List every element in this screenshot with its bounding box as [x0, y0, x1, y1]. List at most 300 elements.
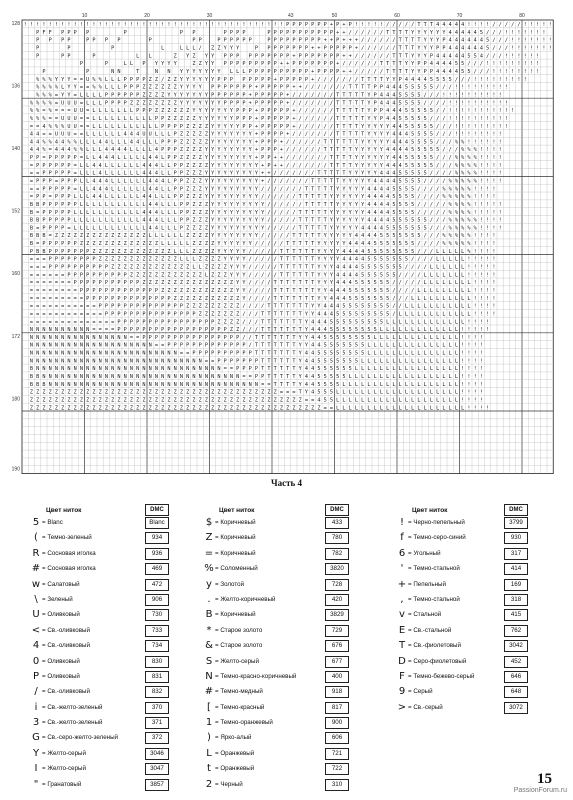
chart-symbol: = — [61, 280, 65, 287]
chart-symbol: % — [454, 241, 458, 248]
chart-symbol: P — [67, 170, 71, 177]
chart-symbol: N — [142, 366, 146, 373]
chart-symbol: T — [254, 334, 258, 341]
chart-symbol: Y — [229, 241, 233, 248]
legend-dmc-code: 415 — [504, 609, 528, 621]
chart-symbol: Y — [236, 162, 240, 169]
chart-symbol: 5 — [404, 123, 408, 130]
chart-symbol: L — [429, 342, 433, 349]
chart-symbol: Y — [242, 170, 246, 177]
chart-symbol: / — [423, 256, 427, 263]
legend-row — [394, 639, 544, 654]
chart-symbol: P — [167, 155, 171, 162]
chart-symbol: P — [436, 45, 440, 52]
chart-symbol: L — [417, 342, 421, 349]
chart-symbol: P — [223, 29, 227, 36]
legend-color-name: = Оливковый — [42, 657, 80, 665]
chart-symbol: 4 — [29, 131, 33, 138]
chart-symbol: ! — [486, 311, 490, 318]
chart-symbol: N — [123, 381, 127, 388]
chart-symbol: L — [411, 295, 415, 302]
chart-symbol: Z — [298, 397, 302, 404]
chart-symbol: Y — [242, 217, 246, 224]
chart-symbol: Y — [361, 217, 365, 224]
chart-symbol: 5 — [323, 342, 327, 349]
chart-symbol: 4 — [448, 37, 452, 44]
chart-symbol: Z — [167, 272, 171, 279]
chart-symbol: L — [92, 155, 96, 162]
chart-symbol: 5 — [348, 327, 352, 334]
chart-symbol: 5 — [404, 241, 408, 248]
chart-symbol: Y — [367, 115, 371, 122]
chart-symbol: 5 — [323, 373, 327, 380]
chart-symbol: L — [429, 319, 433, 326]
chart-symbol: ! — [486, 84, 490, 91]
chart-symbol: + — [329, 37, 333, 44]
chart-symbol: P — [129, 280, 133, 287]
legend-color-name: = Св.-серо-желто-зеленый — [42, 734, 118, 742]
chart-symbol: Y — [361, 194, 365, 201]
chart-symbol: P — [286, 29, 290, 36]
chart-symbol: Z — [161, 248, 165, 255]
chart-symbol: L — [117, 201, 121, 208]
chart-symbol: Y — [236, 45, 240, 52]
legend-symbol: F — [399, 670, 405, 682]
chart-symbol: ! — [129, 22, 133, 29]
chart-symbol: Z — [104, 256, 108, 263]
legend-color-name: = Пепельный — [408, 580, 446, 588]
chart-symbol: L — [442, 311, 446, 318]
chart-symbol: L — [148, 233, 152, 240]
chart-symbol: / — [298, 100, 302, 107]
chart-symbol: = — [42, 131, 46, 138]
chart-symbol: 5 — [323, 397, 327, 404]
chart-symbol: 5 — [361, 319, 365, 326]
chart-symbol: Y — [223, 201, 227, 208]
chart-symbol: L — [348, 373, 352, 380]
chart-symbol: N — [79, 381, 83, 388]
chart-symbol: ! — [479, 397, 483, 404]
chart-symbol: 4 — [454, 22, 458, 29]
chart-symbol: Z — [142, 256, 146, 263]
chart-symbol: Y — [198, 115, 202, 122]
chart-symbol: Z — [36, 389, 40, 396]
chart-symbol: / — [329, 115, 333, 122]
chart-symbol: % — [461, 162, 465, 169]
chart-symbol: Y — [248, 155, 252, 162]
legend-row — [28, 762, 178, 777]
chart-symbol: ! — [498, 115, 502, 122]
chart-symbol: = — [61, 303, 65, 310]
chart-symbol: T — [323, 139, 327, 146]
chart-symbol: L — [398, 405, 402, 412]
chart-symbol: L — [448, 303, 452, 310]
chart-symbol: + — [254, 108, 258, 115]
chart-symbol: Z — [36, 405, 40, 412]
chart-symbol: Y — [211, 76, 215, 83]
chart-symbol: 4 — [154, 225, 158, 232]
chart-symbol: T — [311, 248, 315, 255]
chart-symbol: P — [154, 115, 158, 122]
chart-symbol: T — [298, 389, 302, 396]
chart-symbol: P — [104, 311, 108, 318]
chart-symbol: Z — [86, 241, 90, 248]
chart-symbol: L — [454, 319, 458, 326]
chart-symbol: / — [404, 295, 408, 302]
chart-symbol: Y — [317, 272, 321, 279]
chart-symbol: ! — [492, 194, 496, 201]
chart-symbol: N — [136, 342, 140, 349]
chart-symbol: ! — [467, 381, 471, 388]
chart-symbol: = — [67, 280, 71, 287]
chart-symbol: % — [61, 123, 65, 130]
chart-symbol: 5 — [379, 303, 383, 310]
chart-symbol: ! — [473, 256, 477, 263]
chart-symbol: / — [267, 295, 271, 302]
chart-symbol: Z — [179, 389, 183, 396]
chart-symbol: T — [348, 131, 352, 138]
chart-symbol: L — [417, 389, 421, 396]
chart-symbol: P — [348, 22, 352, 29]
chart-symbol: ! — [498, 84, 502, 91]
chart-symbol: ! — [536, 22, 540, 29]
chart-symbol: L — [104, 162, 108, 169]
chart-symbol: / — [479, 69, 483, 76]
legend-color-name: = Темно-бежево-серый — [408, 672, 475, 680]
chart-symbol: P — [61, 29, 65, 36]
chart-symbol: N — [167, 69, 171, 76]
chart-symbol: T — [323, 178, 327, 185]
chart-symbol: Y — [379, 147, 383, 154]
legend-symbol: L — [206, 747, 212, 759]
chart-symbol: ! — [511, 69, 515, 76]
chart-symbol: Y — [367, 92, 371, 99]
chart-symbol: 4 — [323, 327, 327, 334]
chart-symbol: P — [254, 100, 258, 107]
chart-symbol: P — [298, 45, 302, 52]
chart-symbol: Z — [154, 100, 158, 107]
chart-symbol: L — [392, 358, 396, 365]
chart-symbol: / — [436, 186, 440, 193]
chart-symbol: % — [448, 233, 452, 240]
chart-symbol: L — [423, 373, 427, 380]
chart-symbol: P — [248, 69, 252, 76]
chart-symbol: Z — [198, 209, 202, 216]
chart-symbol: 4 — [392, 108, 396, 115]
chart-symbol: = — [67, 303, 71, 310]
chart-symbol: L — [154, 233, 158, 240]
chart-symbol: N — [61, 334, 65, 341]
chart-symbol: Y — [223, 170, 227, 177]
chart-symbol: / — [273, 217, 277, 224]
chart-symbol: P — [336, 45, 340, 52]
chart-symbol: Z — [98, 248, 102, 255]
chart-symbol: T — [386, 29, 390, 36]
chart-symbol: / — [304, 162, 308, 169]
chart-symbol: Z — [223, 397, 227, 404]
chart-symbol: L — [436, 397, 440, 404]
chart-symbol: P — [279, 53, 283, 60]
chart-symbol: L — [404, 405, 408, 412]
chart-symbol: Z — [98, 405, 102, 412]
chart-symbol: / — [429, 170, 433, 177]
chart-symbol: Z — [198, 389, 202, 396]
chart-symbol: 4 — [336, 303, 340, 310]
chart-symbol: Z — [198, 295, 202, 302]
chart-symbol: Z — [54, 389, 58, 396]
chart-symbol: P — [92, 256, 96, 263]
chart-symbol: T — [367, 84, 371, 91]
chart-symbol: Z — [117, 233, 121, 240]
chart-symbol: L — [461, 319, 465, 326]
chart-symbol: = — [86, 303, 90, 310]
chart-symbol: L — [454, 366, 458, 373]
chart-symbol: Y — [248, 209, 252, 216]
chart-symbol: Z — [254, 397, 258, 404]
chart-symbol: N — [104, 350, 108, 357]
chart-symbol: 5 — [411, 209, 415, 216]
chart-symbol: 4 — [379, 186, 383, 193]
chart-symbol: P — [167, 147, 171, 154]
chart-symbol: L — [442, 397, 446, 404]
chart-symbol: P — [273, 61, 277, 68]
chart-symbol: / — [436, 217, 440, 224]
chart-symbol: 4 — [473, 37, 477, 44]
chart-symbol: L — [461, 256, 465, 263]
chart-symbol: / — [242, 334, 246, 341]
chart-symbol: = — [73, 287, 77, 294]
chart-symbol: Z — [248, 389, 252, 396]
chart-symbol: L — [454, 350, 458, 357]
chart-symbol: L — [461, 303, 465, 310]
chart-symbol: = — [286, 389, 290, 396]
chart-symbol: 4 — [367, 194, 371, 201]
chart-symbol: P — [61, 225, 65, 232]
chart-symbol: Y — [354, 155, 358, 162]
chart-symbol: 4 — [317, 342, 321, 349]
chart-symbol: / — [279, 233, 283, 240]
chart-symbol: P — [42, 162, 46, 169]
chart-symbol: N — [123, 366, 127, 373]
chart-symbol: P — [248, 366, 252, 373]
chart-symbol: L — [136, 209, 140, 216]
chart-symbol: L — [442, 381, 446, 388]
chart-symbol: / — [267, 280, 271, 287]
chart-symbol: P — [148, 108, 152, 115]
chart-symbol: T — [329, 178, 333, 185]
chart-symbol: L — [442, 280, 446, 287]
chart-symbol: ! — [517, 37, 521, 44]
chart-symbol: / — [273, 201, 277, 208]
chart-symbol: Y — [248, 233, 252, 240]
chart-symbol: / — [304, 84, 308, 91]
chart-symbol: Y — [211, 131, 215, 138]
chart-symbol: Z — [198, 139, 202, 146]
chart-symbol: L — [398, 350, 402, 357]
chart-symbol: L — [336, 405, 340, 412]
chart-symbol: Z — [204, 264, 208, 271]
chart-symbol: = — [248, 373, 252, 380]
chart-symbol: T — [279, 327, 283, 334]
chart-symbol: L — [79, 201, 83, 208]
chart-symbol: Y — [229, 162, 233, 169]
chart-symbol: 5 — [429, 139, 433, 146]
chart-symbol: 4 — [323, 319, 327, 326]
chart-symbol: ! — [73, 22, 77, 29]
chart-symbol: L — [373, 350, 377, 357]
legend-row — [394, 685, 544, 700]
chart-symbol: P — [36, 45, 40, 52]
chart-symbol: Y — [329, 272, 333, 279]
chart-symbol: Z — [198, 405, 202, 412]
chart-symbol: T — [342, 100, 346, 107]
chart-symbol: 5 — [379, 287, 383, 294]
chart-symbol: Y — [361, 178, 365, 185]
chart-symbol: Z — [186, 303, 190, 310]
chart-symbol: P — [117, 327, 121, 334]
chart-symbol: / — [329, 84, 333, 91]
chart-symbol: L — [86, 131, 90, 138]
chart-symbol: / — [273, 248, 277, 255]
chart-symbol: L — [129, 155, 133, 162]
chart-symbol: ! — [479, 217, 483, 224]
chart-symbol: ! — [523, 76, 527, 83]
chart-symbol: L — [148, 53, 152, 60]
chart-symbol: Z — [292, 405, 296, 412]
chart-symbol: L — [448, 366, 452, 373]
chart-symbol: L — [348, 397, 352, 404]
chart-symbol: Z — [92, 397, 96, 404]
chart-symbol: N — [167, 358, 171, 365]
chart-symbol: ! — [523, 29, 527, 36]
chart-symbol: N — [29, 327, 33, 334]
chart-symbol: Y — [329, 241, 333, 248]
chart-symbol: Z — [204, 139, 208, 146]
chart-symbol: % — [42, 139, 46, 146]
chart-symbol: Z — [192, 170, 196, 177]
chart-symbol: / — [448, 147, 452, 154]
chart-symbol: = — [29, 287, 33, 294]
chart-symbol: + — [254, 84, 258, 91]
chart-symbol: / — [317, 162, 321, 169]
chart-symbol: 5 — [329, 373, 333, 380]
chart-symbol: Y — [186, 69, 190, 76]
legend-color-name: = Желто-серый — [215, 657, 259, 665]
chart-symbol: L — [429, 272, 433, 279]
chart-symbol: ! — [504, 123, 508, 130]
chart-symbol: L — [179, 241, 183, 248]
chart-symbol: P — [279, 123, 283, 130]
chart-symbol: Z — [173, 256, 177, 263]
chart-symbol: 4 — [142, 162, 146, 169]
chart-symbol: ! — [367, 22, 371, 29]
legend-row — [28, 531, 178, 546]
chart-symbol: P — [242, 108, 246, 115]
chart-symbol: P — [61, 201, 65, 208]
chart-symbol: P — [286, 76, 290, 83]
chart-symbol: ! — [492, 69, 496, 76]
chart-symbol: N — [111, 366, 115, 373]
chart-symbol: ! — [504, 84, 508, 91]
chart-symbol: / — [417, 248, 421, 255]
chart-symbol: 4 — [67, 147, 71, 154]
chart-symbol: ! — [104, 22, 108, 29]
chart-symbol: Z — [242, 389, 246, 396]
chart-symbol: / — [486, 69, 490, 76]
chart-symbol: Y — [217, 225, 221, 232]
chart-symbol: 5 — [417, 170, 421, 177]
chart-symbol: = — [323, 405, 327, 412]
chart-symbol: 5 — [342, 334, 346, 341]
chart-symbol: L — [442, 366, 446, 373]
chart-symbol: Y — [242, 201, 246, 208]
chart-symbol: / — [379, 37, 383, 44]
legend-color-name: = Blanc — [42, 519, 63, 526]
chart-symbol: Z — [204, 241, 208, 248]
chart-symbol: 5 — [423, 225, 427, 232]
chart-symbol: = — [161, 342, 165, 349]
chart-symbol: 5 — [411, 248, 415, 255]
chart-symbol: Z — [179, 131, 183, 138]
chart-symbol: 5 — [411, 201, 415, 208]
chart-symbol: ! — [498, 225, 502, 232]
chart-symbol: Y — [361, 201, 365, 208]
chart-symbol: T — [261, 358, 265, 365]
chart-symbol: Z — [117, 256, 121, 263]
chart-symbol: ! — [486, 155, 490, 162]
chart-symbol: % — [454, 217, 458, 224]
chart-symbol: P — [86, 295, 90, 302]
chart-symbol: P — [142, 287, 146, 294]
chart-symbol: 5 — [367, 256, 371, 263]
chart-symbol: / — [392, 311, 396, 318]
chart-symbol: / — [498, 22, 502, 29]
chart-symbol: / — [467, 61, 471, 68]
chart-symbol: L — [86, 178, 90, 185]
chart-symbol: L — [79, 92, 83, 99]
chart-symbol: = — [36, 303, 40, 310]
chart-symbol: / — [292, 139, 296, 146]
chart-symbol: 4 — [98, 155, 102, 162]
chart-symbol: P — [298, 37, 302, 44]
chart-symbol: L — [342, 405, 346, 412]
chart-symbol: / — [279, 178, 283, 185]
chart-symbol: P — [173, 178, 177, 185]
chart-symbol: P — [117, 319, 121, 326]
chart-symbol: Y — [204, 69, 208, 76]
chart-symbol: L — [429, 334, 433, 341]
chart-symbol: P — [323, 69, 327, 76]
chart-symbol: P — [117, 92, 121, 99]
chart-symbol: P — [98, 287, 102, 294]
chart-symbol: N — [61, 358, 65, 365]
chart-symbol: 5 — [417, 131, 421, 138]
chart-symbol: ! — [498, 139, 502, 146]
chart-symbol: ! — [511, 108, 515, 115]
chart-symbol: 5 — [367, 334, 371, 341]
chart-symbol: Y — [204, 186, 208, 193]
chart-symbol: ! — [86, 22, 90, 29]
chart-symbol: 4 — [386, 108, 390, 115]
chart-symbol: Z — [136, 100, 140, 107]
chart-symbol: P — [329, 45, 333, 52]
chart-symbol: P — [417, 61, 421, 68]
chart-symbol: Z — [148, 92, 152, 99]
chart-symbol: P — [179, 327, 183, 334]
chart-symbol: ! — [479, 327, 483, 334]
chart-symbol: Y — [204, 194, 208, 201]
chart-symbol: 4 — [61, 147, 65, 154]
